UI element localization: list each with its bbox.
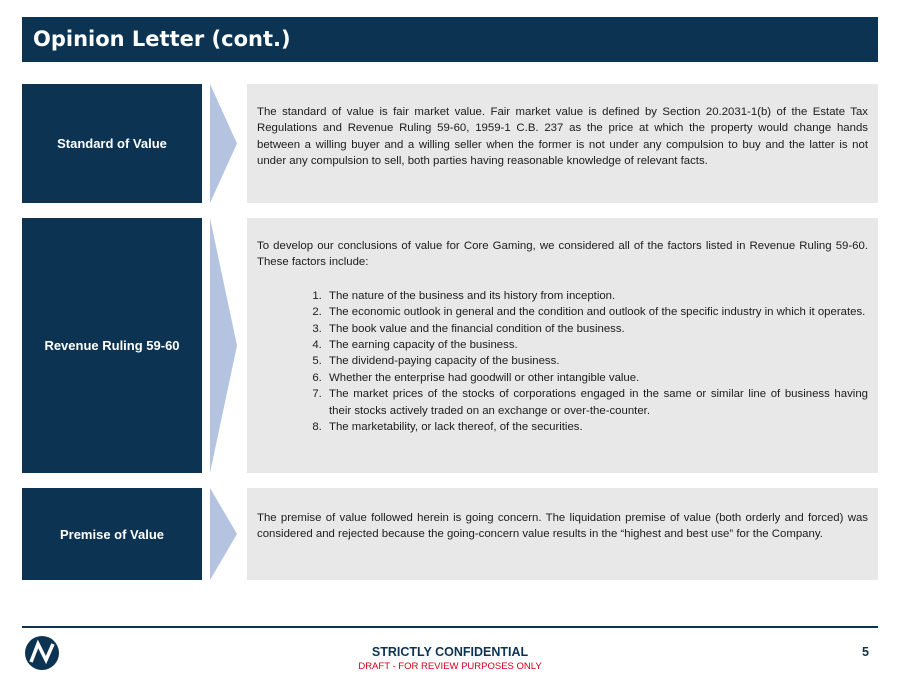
draft-notice: DRAFT - FOR REVIEW PURPOSES ONLY (358, 661, 542, 672)
revenue-ruling-panel (247, 218, 878, 473)
premise-of-value-label (22, 488, 202, 580)
standard-of-value-label-text: Standard of Value (57, 136, 167, 151)
chevron-right-icon (210, 488, 237, 580)
revenue-ruling-intro: To develop our conclusions of value for Core Gaming, we considered all of the factors listed in Revenue Ruling 59-60. These factors include: (257, 240, 868, 269)
list-item: 2. The economic outlook in general and the condition and outlook of the specific industry in which it operates. (325, 304, 868, 320)
revenue-ruling-label (22, 218, 202, 473)
factors-list (257, 288, 868, 436)
list-item: 5. The dividend-paying capacity of the business. (325, 353, 868, 369)
revenue-ruling-label-text: Revenue Ruling 59-60 (44, 338, 180, 353)
footer-divider (22, 626, 878, 628)
standard-of-value-panel (247, 84, 878, 203)
standard-of-value-text: The standard of value is fair market value. Fair market value is defined by Section 20.2031-1(b) of the Estate Tax Regulations and Revenue Ruling 59-60, 1959-1 C.B. 237 as the price at which the property would change hands between a willing buyer and a willing seller when the former is not under any compulsion to buy and the latter is not under any compulsion to sell, both parties having reasonable knowledge of relevant facts. (257, 106, 868, 168)
list-item: 1. The nature of the business and its history from inception. (325, 288, 868, 304)
premise-of-value-label-text: Premise of Value (59, 526, 165, 542)
list-item: 6. Whether the enterprise had goodwill or other intangible value. (325, 370, 868, 386)
page-title: Opinion Letter (cont.) (22, 17, 878, 62)
chevron-right-icon (210, 218, 237, 473)
page-number: 5 (862, 645, 869, 659)
list-item: 7. The market prices of the stocks of corporations engaged in the same or similar line of business having their stocks actively traded on an exchange or over-the-counter. (325, 386, 868, 419)
premise-of-value-text: The premise of value followed herein is going concern. The liquidation premise of value (both orderly and forced) was considered and rejected because the going-concern value results in the “highest and best use” for the Company. (257, 512, 868, 541)
premise-of-value-panel (247, 488, 878, 580)
list-item: 3. The book value and the financial condition of the business. (325, 321, 868, 337)
list-item: 8. The marketability, or lack thereof, of the securities. (325, 419, 868, 435)
list-item: 4. The earning capacity of the business. (325, 337, 868, 353)
chevron-right-icon (210, 84, 237, 203)
standard-of-value-label (22, 84, 202, 203)
confidentiality-notice: STRICTLY CONFIDENTIAL (371, 645, 529, 659)
